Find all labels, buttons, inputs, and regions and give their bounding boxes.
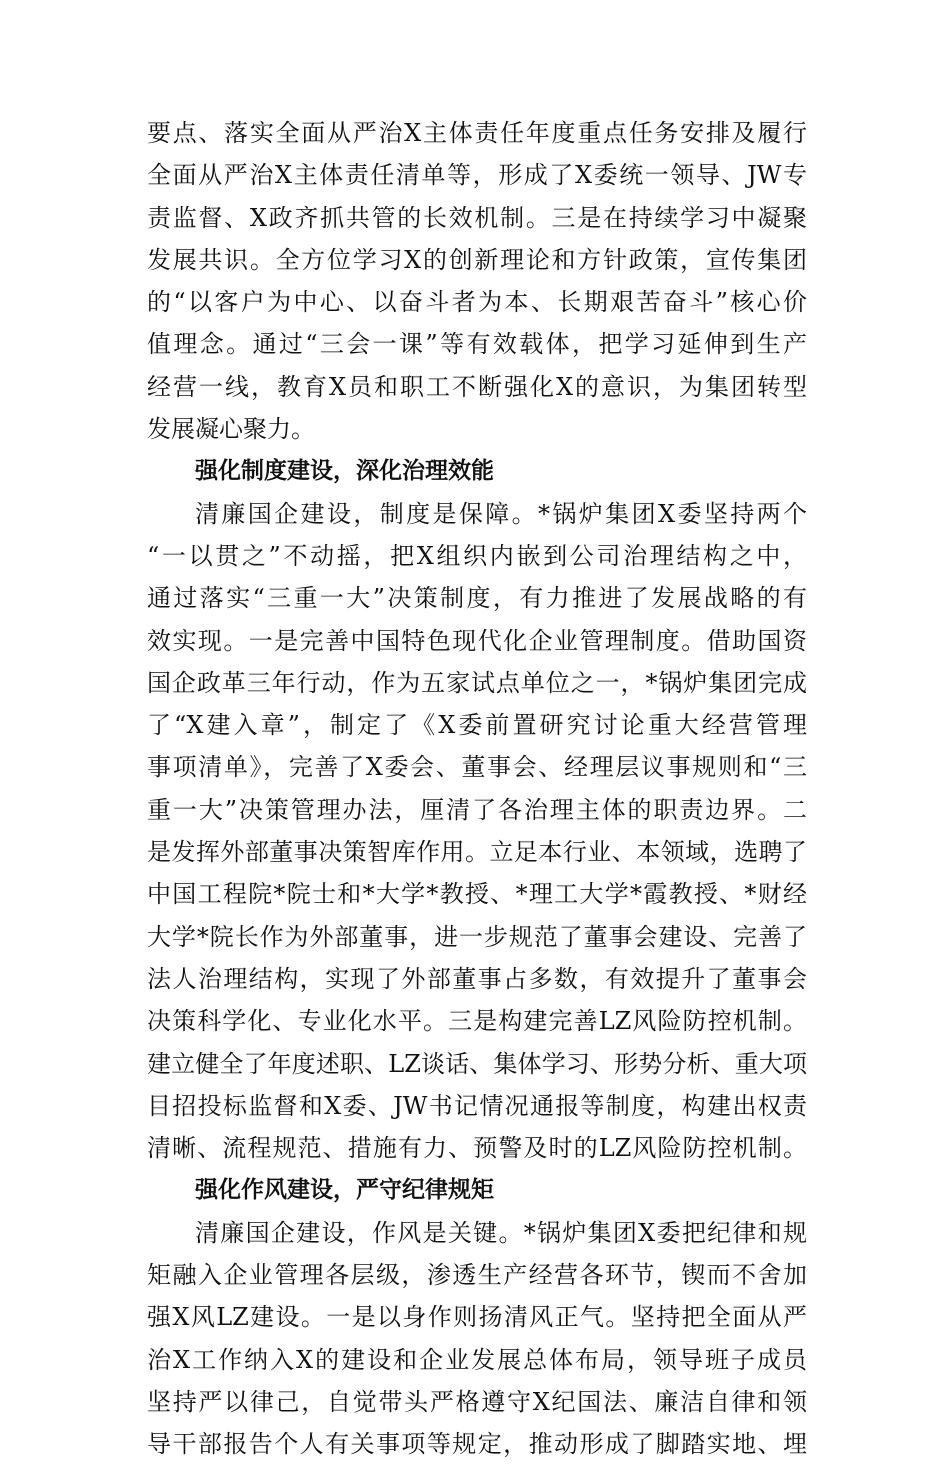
text-line: 重一大”决策管理办法，厘清了各治理主体的职责边界。二 xyxy=(147,795,807,824)
text-line: 清晰、流程规范、措施有力、预警及时的LZ风险防控机制。 xyxy=(147,1134,807,1163)
text-line: 坚持严以律己，自觉带头严格遵守X纪国法、廉洁自律和领 xyxy=(147,1387,807,1416)
text-line: 发展共识。全方位学习X的创新理论和方针政策，宣传集团 xyxy=(147,245,807,274)
text-line: 国企政革三年行动，作为五家试点单位之一，*锅炉集团完成 xyxy=(147,668,807,697)
text-line: 效实现。一是完善中国特色现代化企业管理制度。借助国资 xyxy=(147,626,807,655)
text-line: 是发挥外部董事决策智库作用。立足本行业、本领域，选聘了 xyxy=(147,838,807,867)
text-line: 了“X建入章”，制定了《X委前置研究讨论重大经营管理 xyxy=(147,711,807,740)
text-line: 事项清单》，完善了X委会、董事会、经理层议事规则和“三 xyxy=(147,753,807,782)
text-line: 矩融入企业管理各层级，渗透生产经营各环节，锲而不舍加 xyxy=(147,1261,807,1290)
text-line: 值理念。通过“三会一课”等有效载体，把学习延伸到生产 xyxy=(147,330,807,359)
paragraph-institution xyxy=(147,493,807,1170)
text-line: 经营一线，教育X员和职工不断强化X的意识，为集团转型 xyxy=(147,372,807,401)
text-line: 发展凝心聚力。 xyxy=(147,415,315,444)
text-line: 清廉国企建设，制度是保障。*锅炉集团X委坚持两个 xyxy=(195,499,807,528)
text-line: 要点、落实全面从严治X主体责任年度重点任务安排及履行 xyxy=(147,119,807,147)
text-line: 通过落实“三重一大”决策制度，有力推进了发展战略的有 xyxy=(147,584,807,613)
text-line: 治X工作纳入X的建设和企业发展总体布局，领导班子成员 xyxy=(147,1345,807,1374)
text-line: 的“以客户为中心、以奋斗者为本、长期艰苦奋斗”核心价 xyxy=(147,288,807,317)
section-heading-institution: 强化制度建设，深化治理效能 xyxy=(195,458,494,485)
text-line: “一以贯之”不动摇，把X组织内嵌到公司治理结构之中， xyxy=(147,541,807,570)
text-line: 全面从严治X主体责任清单等，形成了X委统一领导、JW专 xyxy=(147,161,807,190)
text-line: 责监督、X政齐抓共管的长效机制。三是在持续学习中凝聚 xyxy=(147,203,807,232)
text-line: 法人治理结构，实现了外部董事占多数，有效提升了董事会 xyxy=(147,964,807,993)
text-line: 决策科学化、专业化水平。三是构建完善LZ风险防控机制。 xyxy=(147,1007,807,1036)
text-line: 强X风LZ建设。一是以身作则扬清风正气。坚持把全面从严 xyxy=(147,1303,807,1332)
text-line: 建立健全了年度述职、LZ谈话、集体学习、形势分析、重大项 xyxy=(147,1049,807,1078)
paragraph-continued xyxy=(147,112,807,450)
text-line: 大学*院长作为外部董事，进一步规范了董事会建设、完善了 xyxy=(147,922,807,951)
section-heading-conduct: 强化作风建设，严守纪律规矩 xyxy=(195,1177,494,1204)
document-body xyxy=(147,112,807,1466)
paragraph-conduct xyxy=(147,1212,807,1466)
text-line: 目招投标监督和X委、JW书记情况通报等制度，构建出权责 xyxy=(147,1091,807,1120)
text-line: 导干部报告个人有关事项等规定，推动形成了脚踏实地、埋 xyxy=(147,1430,807,1459)
text-line: 清廉国企建设，作风是关键。*锅炉集团X委把纪律和规 xyxy=(195,1218,807,1247)
text-line: 中国工程院*院士和*大学*教授、*理工大学*霞教授、*财经 xyxy=(147,880,807,909)
